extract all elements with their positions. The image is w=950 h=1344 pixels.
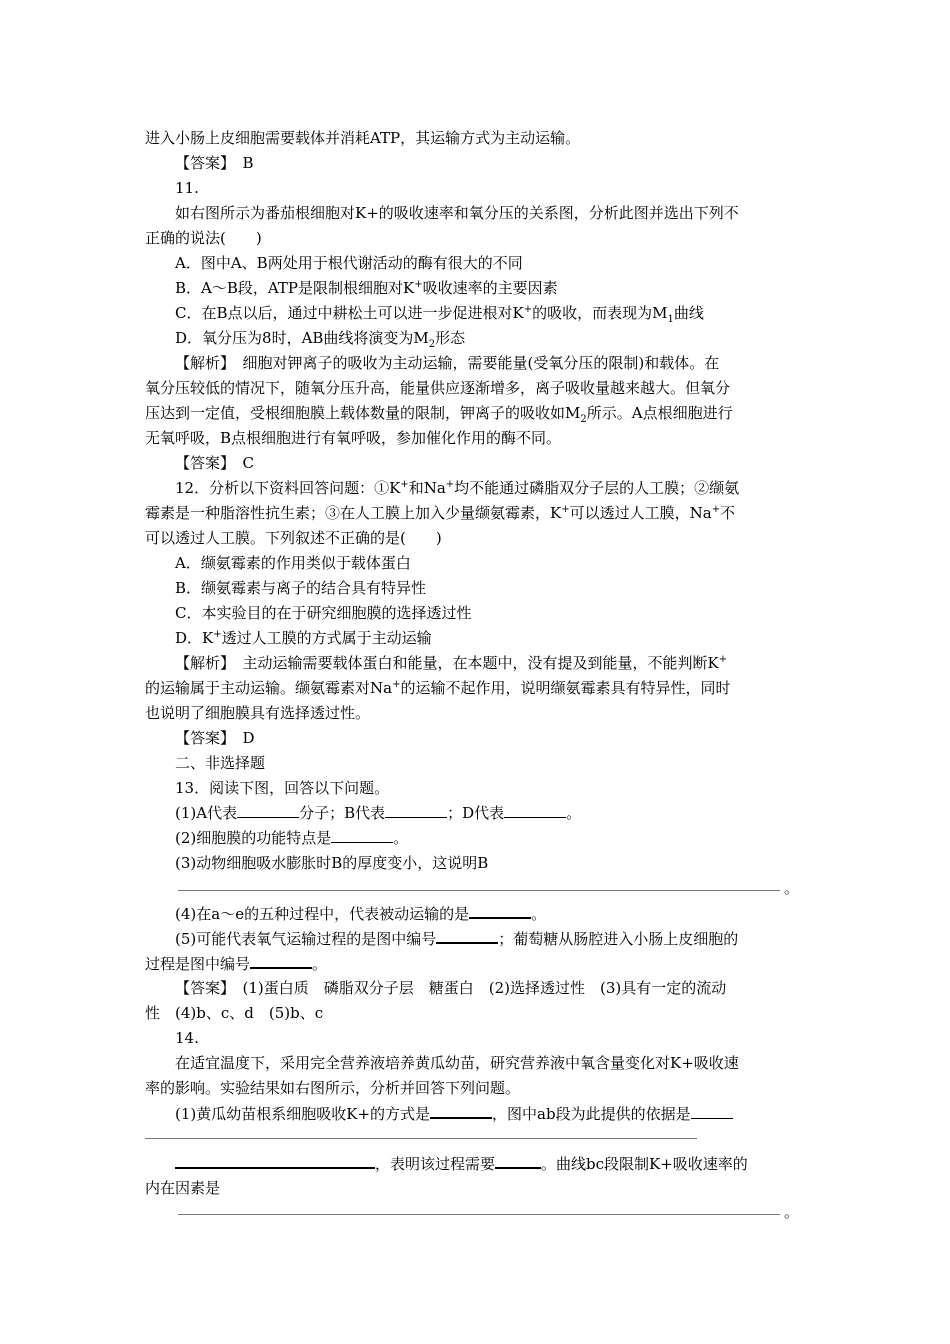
option-b: B．A～B段，ATP是限制根细胞对K+吸收速率的主要因素: [175, 279, 558, 297]
option-b: B．缬氨霉素与离子的结合具有特异性: [175, 579, 427, 597]
question-14-part-1: ，表明该过程需要 。曲线bc段限制K+吸收速率的: [175, 1153, 810, 1174]
question-14-part-1: 内在因素是: [145, 1179, 221, 1197]
end-mark: 。: [784, 1203, 800, 1221]
option-d: D．K+透过人工膜的方式属于主动运输: [175, 629, 432, 647]
question-13-part-5: 过程是图中编号 。: [145, 955, 328, 973]
option-a: A．缬氨霉素的作用类似于载体蛋白: [175, 554, 411, 572]
blank-line[interactable]: [175, 1153, 375, 1169]
explanation-11: 压达到一定值，受根细胞膜上载体数量的限制，钾离子的吸收如$M_2$所示。A点根细胞进行: [145, 404, 733, 425]
explanation-11: 氧分压较低的情况下，随氧分压升高，能量供应逐渐增多，离子吸收量越来越大。但氧分: [145, 379, 731, 397]
question-12-stem: 霉素是一种脂溶性抗生素；③在人工膜上加入少量缬氨霉素，K+可以透过人工膜，Na+不: [145, 504, 736, 522]
blank-line[interactable]: [331, 828, 393, 843]
explanation-12: 也说明了细胞膜具有选择透过性。: [145, 704, 371, 722]
question-11-number: 11.: [175, 179, 199, 197]
end-mark: 。: [784, 879, 800, 897]
answer-13: 【答案】 (1)蛋白质 磷脂双分子层 糖蛋白 (2)选择透过性 (3)具有一定的流动: [175, 979, 727, 997]
question-14-number: 14.: [175, 1029, 199, 1047]
blank-line[interactable]: [250, 953, 312, 969]
question-13-part-2: (2)细胞膜的功能特点是 。: [175, 829, 409, 847]
answer-13: 性 (4)b、c、d (5)b、c: [145, 1004, 324, 1022]
question-14-stem: 在适宜温度下，采用完全营养液培养黄瓜幼苗，研究营养液中氧含量变化对K+吸收速: [175, 1054, 739, 1072]
blank-line[interactable]: [495, 1153, 541, 1169]
text-line: 进入小肠上皮细胞需要载体并消耗ATP，其运输方式为主动运输。: [145, 129, 581, 147]
answer-line[interactable]: [178, 1214, 780, 1215]
question-13-part-5: (5)可能代表氧气运输过程的是图中编号 ；葡萄糖从肠腔进入小肠上皮细胞的: [175, 930, 739, 948]
explanation-11: 【解析】 细胞对钾离子的吸收为主动运输，需要能量(受氧分压的限制)和载体。在: [175, 354, 720, 372]
question-14-part-1: (1)黄瓜幼苗根系细胞吸收K+的方式是 ，图中ab段为此提供的依据是: [175, 1103, 810, 1124]
question-13-stem: 13．阅读下图，回答以下问题。: [175, 779, 390, 797]
question-13-part-1: (1)A代表 分子；B代表 ；D代表 。: [175, 804, 582, 822]
question-12-stem: 12．分析以下资料回答问题：①K+和Na+均不能通过磷脂双分子层的人工膜；②缬氨: [175, 479, 740, 497]
option-d: D．氧分压为8时，AB曲线将演变为$M_2$形态: [175, 329, 466, 350]
blank-line[interactable]: [237, 803, 299, 818]
blank-line[interactable]: [430, 1103, 492, 1119]
answer-12: 【答案】 D: [175, 729, 255, 747]
blank-line[interactable]: [436, 928, 498, 944]
blank-line[interactable]: [469, 903, 531, 919]
blank-line[interactable]: [691, 1104, 733, 1119]
question-11-stem: 如右图所示为番茄根细胞对K+的吸收速率和氧分压的关系图，分析此图并选出下列不: [175, 204, 739, 222]
explanation-11: 无氧呼吸，B点根细胞进行有氧呼吸，参加催化作用的酶不同。: [145, 429, 562, 447]
option-a: A．图中A、B两处用于根代谢活动的酶有很大的不同: [175, 254, 523, 272]
question-13-part-4: (4)在a～e的五种过程中，代表被动运输的是 。: [175, 905, 547, 923]
explanation-12: 【解析】 主动运输需要载体蛋白和能量，在本题中，没有提及到能量，不能判断K+: [175, 654, 728, 672]
answer-line[interactable]: [178, 890, 780, 891]
answer-10: 【答案】 B: [175, 154, 254, 172]
answer-11: 【答案】 C: [175, 454, 255, 472]
blank-line[interactable]: [385, 803, 447, 818]
section-heading: 二、非选择题: [175, 754, 266, 772]
question-11-stem: 正确的说法( ): [145, 229, 262, 247]
option-c: C．在B点以后，通过中耕松土可以进一步促进根对K+的吸收，而表现为$M_1$曲线: [175, 304, 704, 325]
explanation-12: 的运输属于主动运输。缬氨霉素对Na+的运输不起作用，说明缬氨霉素具有特异性，同时: [145, 679, 731, 697]
blank-line[interactable]: [504, 803, 566, 818]
answer-line[interactable]: [145, 1138, 697, 1139]
option-c: C．本实验目的在于研究细胞膜的选择透过性: [175, 604, 472, 622]
question-14-stem: 率的影响。实验结果如右图所示，分析并回答下列问题。: [145, 1079, 521, 1097]
question-12-stem: 可以透过人工膜。下列叙述不正确的是( ): [145, 529, 442, 547]
question-13-part-3: (3)动物细胞吸水膨胀时B的厚度变小，这说明B: [175, 854, 489, 872]
